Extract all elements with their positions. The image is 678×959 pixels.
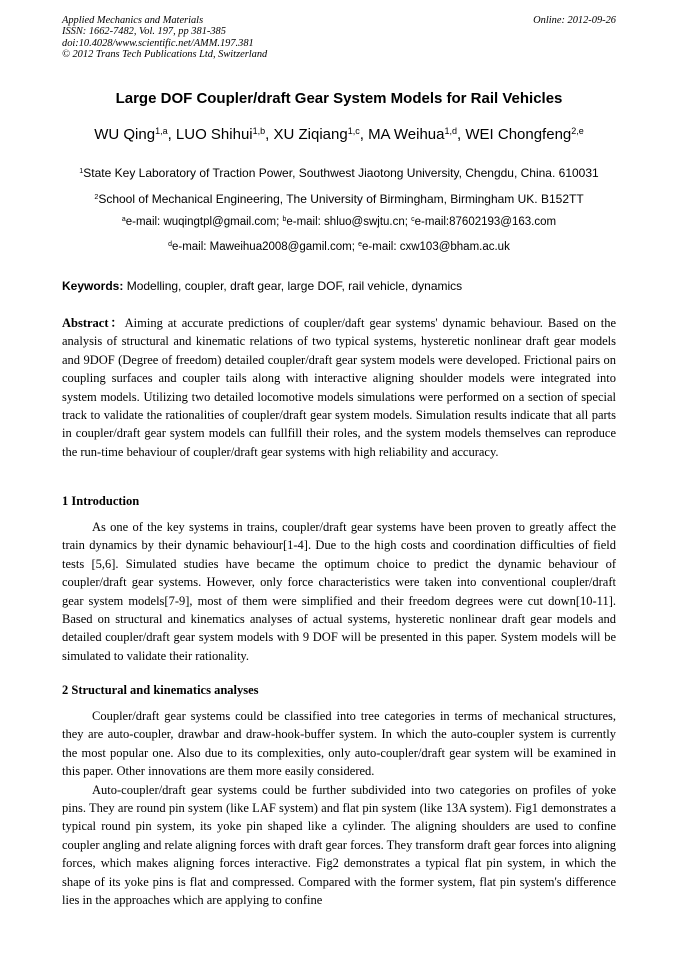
- author-sup: 1,c: [347, 126, 360, 137]
- email-line-1: $^a$e-mail: wuqingtpl@gmail.com; $^b$e-mail: shluo@swjtu.cn; $^c$e-mail:87602193@163.com: [121, 216, 557, 228]
- affiliation-2: [0, 192, 678, 206]
- keywords: [62, 279, 616, 293]
- author-name: LUO Shihui: [175, 126, 253, 143]
- affiliation-sup: 1: [79, 166, 84, 176]
- journal-header: [62, 15, 616, 61]
- email-line-2: $^d$e-mail: Maweihua2008@gamil.com; $^e$e-mail: cxw103@bham.ac.uk: [168, 241, 510, 253]
- affiliation-text: State Key Laboratory of Traction Power, Southwest Jiaotong University, Chengdu, China. 610031: [83, 166, 599, 180]
- author-name: XU Ziqiang: [273, 126, 348, 143]
- section-body: [62, 518, 616, 665]
- paragraph: Auto-coupler/draft gear systems could be further subdivided into two categories on profiles of yoke pins. They are round pin system (like LAF system) and flat pin system (like 13A system). Fig1 demonstrates a typical round pin system, its yoke pin shaped like a cylinder. The aligning shoulders are used to confine coupler angling and relate aligning forces with draft gear forces. They transform draft gear forces into aligning forces, which makes aligning forces interactive. Fig2 demonstrates a typical flat pin system, in which the shape of its yoke pins is flat and compressed. Compared with the former system, flat pin system's difference lies in the approaches which are applying to confine: [62, 782, 616, 908]
- keywords-label: Keywords:: [62, 279, 124, 293]
- affiliation-text: School of Mechanical Engineering, The University of Birmingham, Birmingham UK. B152TT: [98, 192, 584, 206]
- section-heading: 2 Structural and kinematics analyses: [62, 683, 259, 697]
- email-a: e-mail: wuqingtpl@gmail.com;: [125, 216, 280, 228]
- issn-line: ISSN: 1662-7482, Vol. 197, pp 381-385: [62, 26, 226, 38]
- author-sup: 1,d: [444, 126, 458, 137]
- author-name: WU Qing: [94, 126, 156, 143]
- email-e: e-mail: cxw103@bham.ac.uk: [362, 241, 510, 253]
- journal-name: Applied Mechanics and Materials: [62, 15, 204, 26]
- copyright-line: © 2012 Trans Tech Publications Ltd, Switzerland: [62, 49, 268, 61]
- email-c: e-mail:87602193@163.com: [414, 216, 557, 228]
- author-name: WEI Chongfeng: [465, 126, 572, 143]
- affiliation-sup: 2: [94, 192, 99, 202]
- keywords-text: Modelling, coupler, draft gear, large DOF, rail vehicle, dynamics: [123, 279, 463, 293]
- paragraph: Coupler/draft gear systems could be classified into tree categories in terms of mechanical structures, they are auto-coupler, drawbar and draw-hook-buffer system. In which the auto-coupler system is currently the most popular one. Also due to its complexities, only auto-coupler/draft gear system will be examined in this paper. Other innovations are them more easily considered.: [62, 709, 616, 779]
- abstract: [62, 314, 616, 461]
- author-name: MA Weihua: [368, 126, 445, 143]
- author-list: WU Qing$^{1,a}$, LUO Shihui$^{1,b}$, XU Ziqiang$^{1,c}$, MA Weihua$^{1,d}$, WEI Chongfeng$^{2,e}$: [94, 126, 584, 143]
- author-sup: 1,a: [155, 126, 168, 137]
- paper-title: Large DOF Coupler/draft Gear System Models for Rail Vehicles: [115, 90, 563, 107]
- email-b: e-mail: shluo@swjtu.cn;: [286, 216, 408, 228]
- section-body: [62, 707, 616, 909]
- author-sup: 2,e: [571, 126, 584, 137]
- email-d: e-mail: Maweihua2008@gamil.com;: [171, 241, 355, 253]
- section-heading: 1 Introduction: [62, 494, 140, 508]
- paragraph: As one of the key systems in trains, coupler/draft gear systems have been proven to greatly affect the train dynamics by their dynamic behaviour[1-4]. Due to the high costs and coordination difficulties of field tests [5,6]. Simulated studies have became the optimum choice to predict the dynamic behaviour of coupler/draft gear systems. However, only force characteristics were taken into conventional coupler/draft gear system models[7-9], most of them were simplified and their freedom degrees were cut down[10-11]. Based on structural and kinematics analyses of actual systems, hysteretic nonlinear draft gear models and detailed coupler/draft gear system models with 9 DOF will be presented in this paper. System models will be simulated to validate their rationality.: [62, 520, 616, 663]
- doi-line: doi:10.4028/www.scientific.net/AMM.197.381: [62, 37, 254, 49]
- abstract-label: Abstract：: [62, 316, 125, 330]
- affiliation-1: [0, 166, 678, 180]
- author-sup: 1,b: [252, 126, 266, 137]
- abstract-text: Aiming at accurate predictions of coupler/daft gear systems' dynamic behaviour. Based on the analysis of structural and kinematic relations of two typical systems, hysteretic nonlinear draft gear models and 9DOF (Degree of freedom) detailed coupler/draft gear system models were developed. Frictional pairs on coupling surfaces and coupler tails along with interactive aligning shoulder models were integrated into system models. Utilizing two detailed locomotive models simulations were performed on a section of special track to validate the rationalities of coupler/draft gear system models. Simulation results indicate that all parts in coupler/draft gear system models can fullfill their roles, and the system models themselves can reproduce the run-time behaviour of coupler/draft gear systems with high reliability and accuracy.: [62, 316, 617, 459]
- online-date: Online: 2012-09-26: [533, 15, 616, 26]
